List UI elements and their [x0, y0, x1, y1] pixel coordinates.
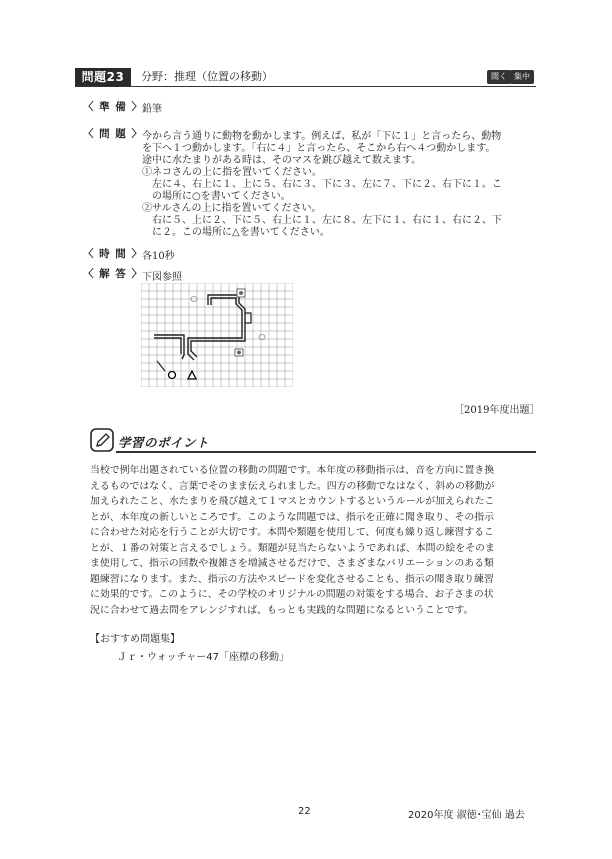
question-text	[142, 127, 542, 247]
route-path-monkey-outline	[154, 338, 181, 354]
question-line: 右に５、上に２、下に５、右上に１、左に８、左下に１、右に１、右に２、下	[142, 215, 502, 226]
recommended-item: Ｊｒ・ウォッチャー47「座標の移動」	[117, 652, 290, 663]
tag-focus: 集中	[510, 70, 534, 84]
header-rule	[75, 86, 536, 87]
answer-circle-mark	[169, 372, 176, 379]
question-line: に２。この場所に△を書いてください。	[142, 227, 330, 238]
learning-point-line: 当校で例年出題されている位置の移動の問題です。本年度の移動指示は、音を方向に置き換	[90, 465, 495, 476]
question-line: ②サルさんの上に指を置いてください。	[142, 203, 322, 214]
learning-point-line: とが、１番の対策と言えるでしょう。類題が見当たらないようであれば、本問の絵をそのま	[90, 542, 495, 554]
question-line: 今から言う通りに動物を動かします。例えば、私が「下に１」と言ったら、動物	[142, 131, 502, 142]
learning-point-title: 学習のポイント	[118, 435, 210, 450]
learning-point-line: 加えられたこと、水たまりを飛び越えて１マスとカウントするというルールが加えられたこ	[90, 496, 495, 507]
problem-number-badge: 問題23	[75, 68, 131, 86]
answer-value: 下図参照	[142, 272, 182, 283]
cat-icon	[237, 289, 245, 297]
answer-label: 〈 解 答 〉	[83, 268, 143, 280]
learning-point-line: ま使用して、指示の回数や複雑さを増減させるだけで、さまざまなバリエーションのある類	[90, 558, 494, 569]
learning-point-line: とが、本年度の新しいところです。このような問題では、指示を正確に聞き取り、その指示	[90, 511, 494, 523]
monkey-icon	[235, 349, 243, 356]
prep-label: 〈 準 備 〉	[83, 101, 143, 113]
question-line: を下へ１つ動かします。「右に４」と言ったら、そこから右へ４つ動かします。	[142, 143, 496, 154]
footer-text: 2020年度 淑徳･宝仙 過去	[408, 810, 525, 821]
learning-point-line: に効果的です。このように、その学校のオリジナルの問題の対策をする場合、お子さまの状	[90, 589, 494, 600]
learning-point-line: えるものではなく、言葉でそのまま伝えられました。四方の移動でなはなく、斜めの移動が	[90, 480, 495, 492]
tag-listen: 聞く	[487, 70, 511, 84]
route-connector	[245, 313, 251, 323]
question-line: ①ネコさんの上に指を置いてください。	[142, 167, 322, 178]
learning-point-body	[90, 462, 530, 616]
question-line: の場所に○を書いてください。	[142, 191, 291, 202]
answer-grid-figure	[141, 283, 293, 387]
page-number: 22	[298, 806, 311, 817]
time-label: 〈 時 間 〉	[83, 248, 143, 260]
route-diagonal	[157, 361, 165, 371]
learning-point-rule	[116, 451, 536, 453]
question-label: 〈 問 題 〉	[83, 128, 143, 140]
learning-point-line: に合わせた対応を行うことが大切です。本問や類題を使用して、何度も繰り返し練習するこ	[90, 527, 494, 538]
question-line: 左に４、右上に１、上に５、右に３、下に３、左に７、下に２、右下に１。こ	[142, 179, 502, 190]
time-value: 各10秒	[142, 251, 175, 262]
pencil-note-icon	[89, 427, 115, 453]
question-line: 途中に水たまりがある時は、そのマスを跳び越えて数えます。	[142, 155, 422, 166]
route-path-cat-outline	[188, 298, 242, 360]
problem-field: 分野：推理（位置の移動）	[141, 70, 273, 83]
prep-value: 鉛筆	[142, 104, 162, 115]
source-year: ［2019年度出題］	[454, 405, 540, 416]
learning-point-line: 況に合わせて過去問をアレンジすれば、もっとも実践的な問題になるということです。	[90, 604, 474, 616]
recommended-title: 【おすすめ問題集】	[90, 634, 181, 645]
learning-point-line: 題練習になります。また、指示の方法やスピードを変化させることも、指示の聞き取り練習	[90, 573, 494, 585]
